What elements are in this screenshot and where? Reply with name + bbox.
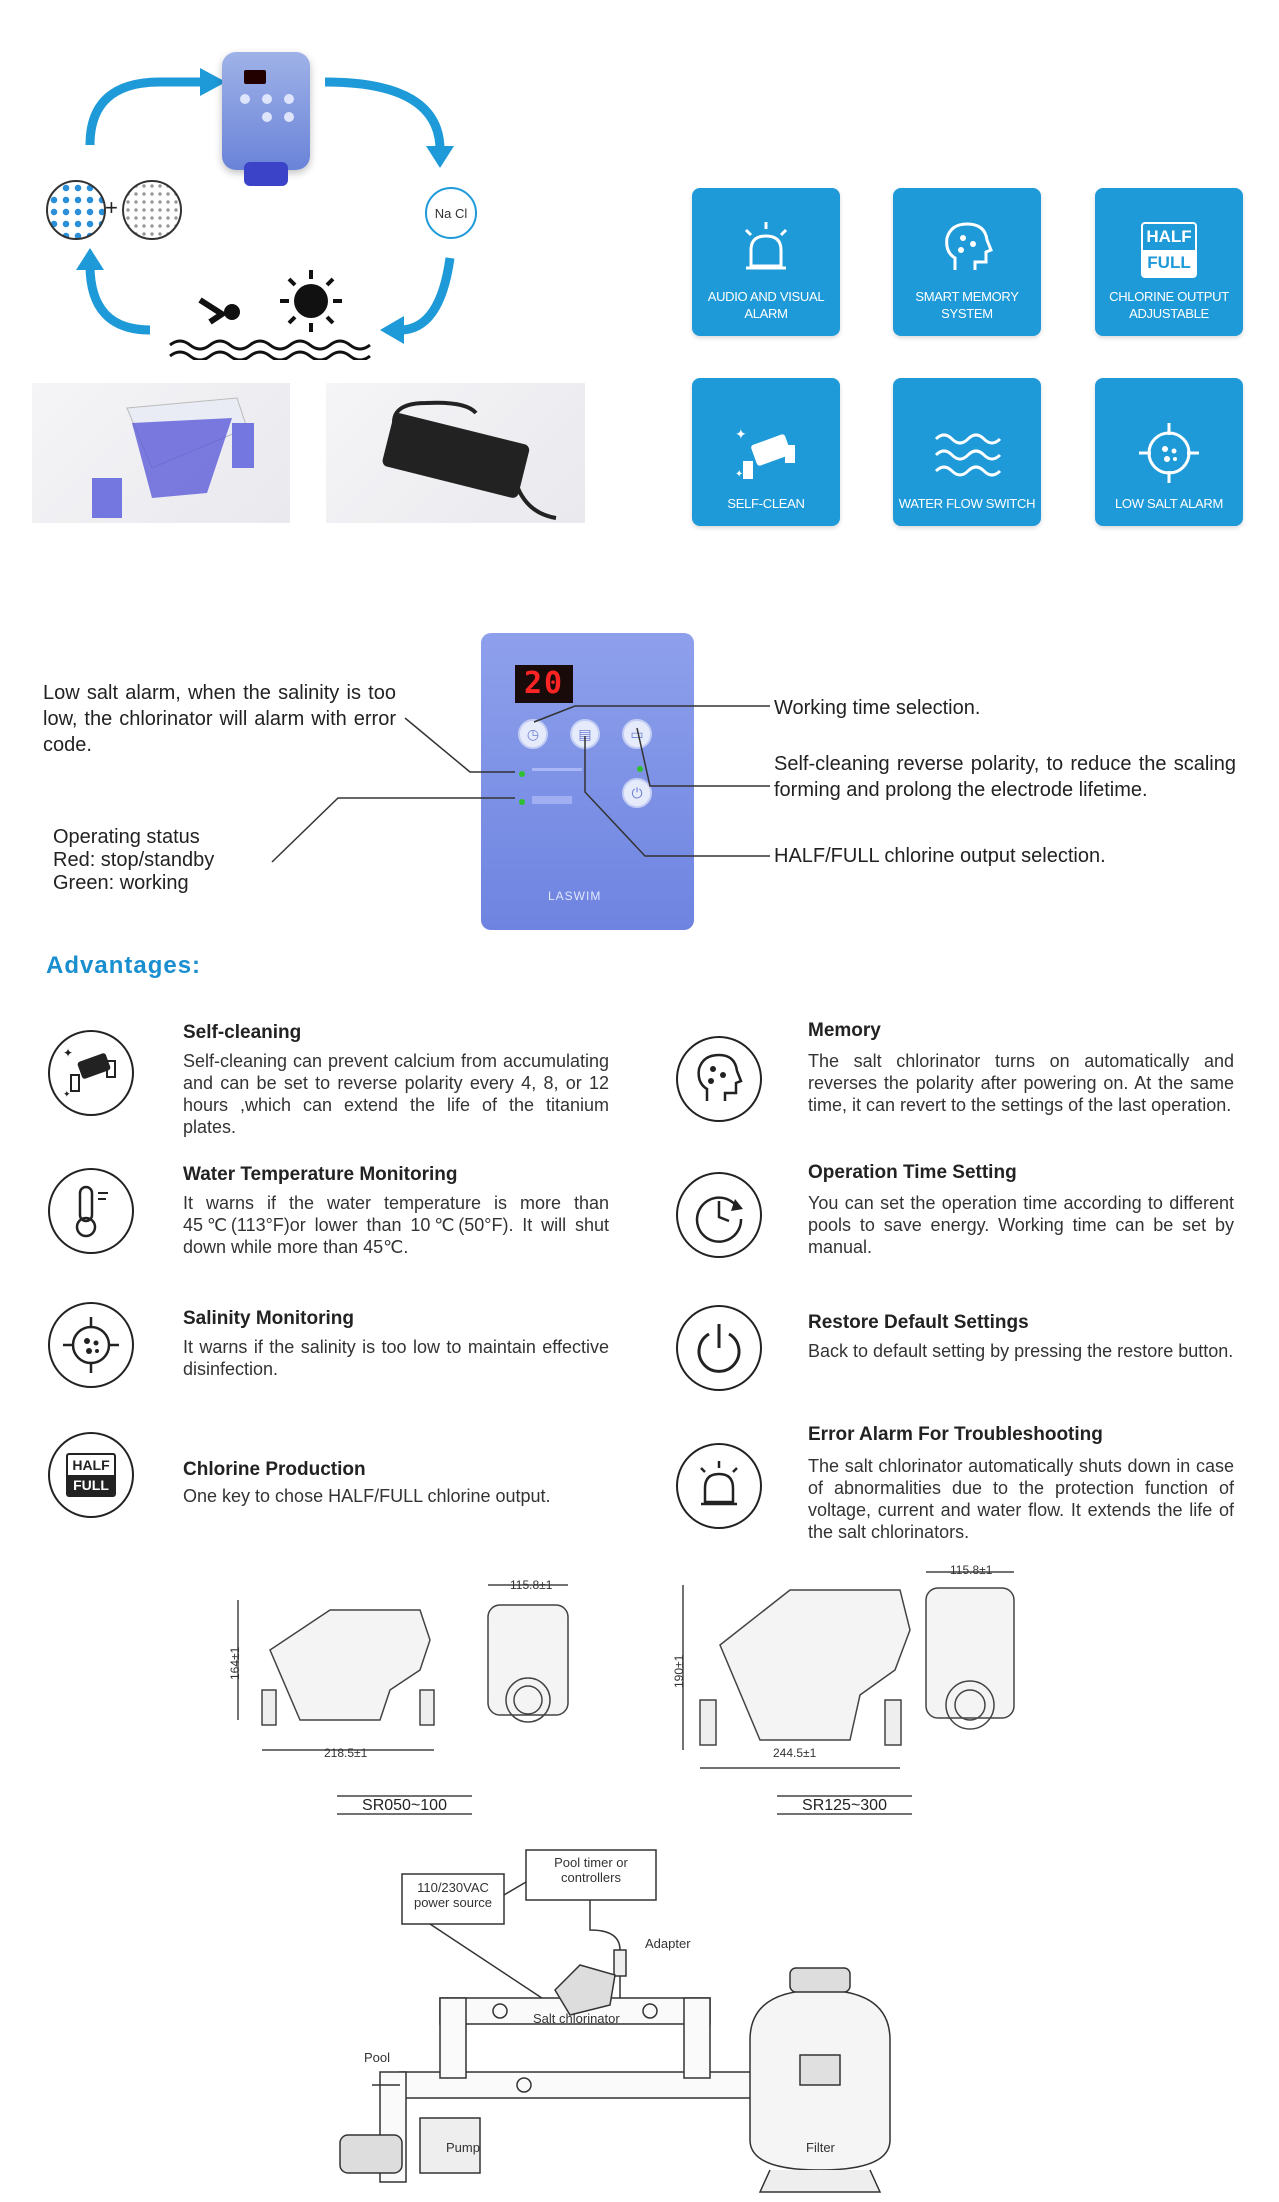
adv-icon-ring [48, 1302, 134, 1388]
feature-tile-selfclean [692, 378, 840, 526]
digital-display: 20 [515, 665, 573, 703]
feature-label: LOW SALT ALARM [1114, 496, 1224, 511]
water-drops-icon [46, 180, 106, 240]
feature-tile-output [1095, 188, 1243, 336]
half-full-button[interactable]: ▤ [570, 719, 600, 749]
half-full-icon [1141, 222, 1197, 278]
feature-tile-memory [893, 188, 1041, 336]
adv-heading: Self-cleaning [183, 1022, 302, 1043]
adv-icon-ring [48, 1168, 134, 1254]
alarm-light-icon [736, 218, 796, 278]
alarm-light-icon [691, 1458, 747, 1514]
adv-text: It warns if the salinity is too low to maintain effective disinfection. [183, 1337, 609, 1379]
adv-text: The salt chlorinator automatically shuts down in case of abnormalities due to the protection function of voltage, current and water flow. It extends the life of the salt chlorinators. [808, 1456, 1234, 1542]
power-icon [691, 1320, 747, 1376]
adv-text: Back to default setting by pressing the restore button. [808, 1341, 1234, 1361]
model1-name: SR050~100 [362, 1797, 447, 1814]
full-label: FULL [68, 1475, 114, 1495]
power-button[interactable]: ⏻ [622, 778, 652, 808]
chlorinator-label: Salt chlorinator [533, 2011, 620, 2026]
power-source-label: 110/230VAC power source [413, 1880, 493, 1910]
svg-text:✦: ✦ [63, 1046, 74, 1060]
installation-diagram [0, 1840, 1279, 2202]
electrode-clean-icon [61, 1045, 121, 1101]
feature-label: SMART MEMORY SYSTEM [915, 289, 1019, 321]
adv-heading: Water Temperature Monitoring [183, 1164, 458, 1185]
adv-heading: Error Alarm For Troubleshooting [808, 1424, 1103, 1445]
adv-icon-ring [676, 1172, 762, 1258]
adv-icon-ring [676, 1036, 762, 1122]
adv-text: The salt chlorinator turns on automatically and reverses the polarity after powering on. At the same time, it can revert to the settings of the last operation. [808, 1051, 1234, 1115]
svg-text:✦: ✦ [63, 1089, 71, 1099]
feature-label: SELF-CLEAN [727, 496, 805, 511]
filter-label: Filter [806, 2140, 835, 2155]
nacl-icon: Na Cl [425, 187, 477, 239]
self-clean-callout: Self-cleaning reverse polarity, to reduce the scaling forming and prolong the electrode lifetime. [774, 753, 1236, 801]
timer-label: Pool timer or controllers [554, 1855, 628, 1885]
brain-head-icon [937, 218, 997, 278]
feature-tile-alarm [692, 188, 840, 336]
adv-text: One key to chose HALF/FULL chlorine output. [183, 1486, 551, 1506]
feature-label: CHLORINE OUTPUT ADJUSTABLE [1109, 289, 1229, 321]
feature-label: WATER FLOW SWITCH [898, 496, 1036, 511]
model2-name: SR125~300 [802, 1797, 887, 1814]
adapter-label: Adapter [645, 1936, 691, 1951]
adv-heading: Operation Time Setting [808, 1162, 1017, 1183]
adv-icon-ring [48, 1030, 134, 1116]
svg-text:✦: ✦ [735, 426, 747, 442]
model2-width: 115.8±1 [950, 1563, 993, 1577]
half-full-icon [66, 1453, 116, 1497]
adv-text: It warns if the water temperature is more than 45℃(113°F)or lower than 10℃(50°F). It will shut down while more than 45℃. [183, 1193, 609, 1257]
adv-heading: Salinity Monitoring [183, 1308, 354, 1329]
self-clean-button[interactable]: ▭ [622, 719, 652, 749]
model1-length: 218.5±1 [324, 1746, 368, 1760]
pump-label: Pump [446, 2140, 480, 2155]
water-waves-icon [932, 425, 1002, 485]
svg-text:✦: ✦ [735, 469, 744, 480]
pool-label: Pool [364, 2050, 391, 2065]
electrode-clean-icon [731, 425, 801, 485]
low-salt-callout: Low salt alarm, when the salinity is too low, the chlorinator will alarm with error code. [43, 682, 396, 756]
adv-heading: Memory [808, 1020, 881, 1041]
timer-button[interactable]: ◷ [518, 719, 548, 749]
adv-text: Self-cleaning can prevent calcium from accumulating and can be set to reverse polarity every 4, 8, or 12 hours ,which can extend the life of the titanium plates. [183, 1051, 609, 1137]
status-callout-line2: Red: stop/standby [53, 849, 215, 871]
adv-heading: Restore Default Settings [808, 1312, 1029, 1333]
model1-height: 164±1 [228, 1646, 242, 1680]
salt-target-icon [1137, 421, 1201, 485]
sun-icon [278, 268, 344, 334]
device-cell-image [244, 162, 288, 186]
thermometer-icon [66, 1183, 116, 1239]
working-time-callout: Working time selection. [774, 697, 981, 719]
salt-target-icon [61, 1315, 121, 1375]
chlorinator-device-image [222, 52, 310, 170]
feature-label: AUDIO AND VISUAL ALARM [707, 289, 825, 321]
half-label: HALF [72, 1457, 110, 1473]
full-label: FULL [1143, 250, 1195, 276]
adv-icon-ring [48, 1432, 134, 1518]
adv-heading: Chlorine Production [183, 1459, 366, 1480]
swimmer-icon [196, 290, 246, 330]
salt-grains-icon [122, 180, 182, 240]
adv-icon-ring [676, 1443, 762, 1529]
model2-height: 190±1 [672, 1654, 686, 1688]
brand-logo: LASWIM [548, 889, 602, 903]
half-label: HALF [1146, 227, 1192, 246]
feature-tile-flow [893, 378, 1041, 526]
status-callout-line1: Operating status [53, 826, 200, 848]
clock-icon [691, 1187, 747, 1243]
status-callout-line3: Green: working [53, 872, 189, 894]
adv-icon-ring [676, 1305, 762, 1391]
chlorinator-cell-photo [32, 383, 290, 523]
power-adapter-photo [326, 383, 585, 523]
brain-head-icon [691, 1051, 747, 1107]
dimension-drawings [0, 1560, 1279, 1830]
plus-sign: + [105, 195, 118, 220]
model2-length: 244.5±1 [773, 1746, 817, 1760]
model1-width: 115.8±1 [510, 1578, 553, 1592]
adv-text: You can set the operation time according to different pools to save energy. Working time can be set by manual. [808, 1193, 1234, 1257]
feature-tile-lowsalt [1095, 378, 1243, 526]
advantages-title: Advantages: [46, 952, 202, 979]
half-full-callout: HALF/FULL chlorine output selection. [774, 845, 1106, 867]
